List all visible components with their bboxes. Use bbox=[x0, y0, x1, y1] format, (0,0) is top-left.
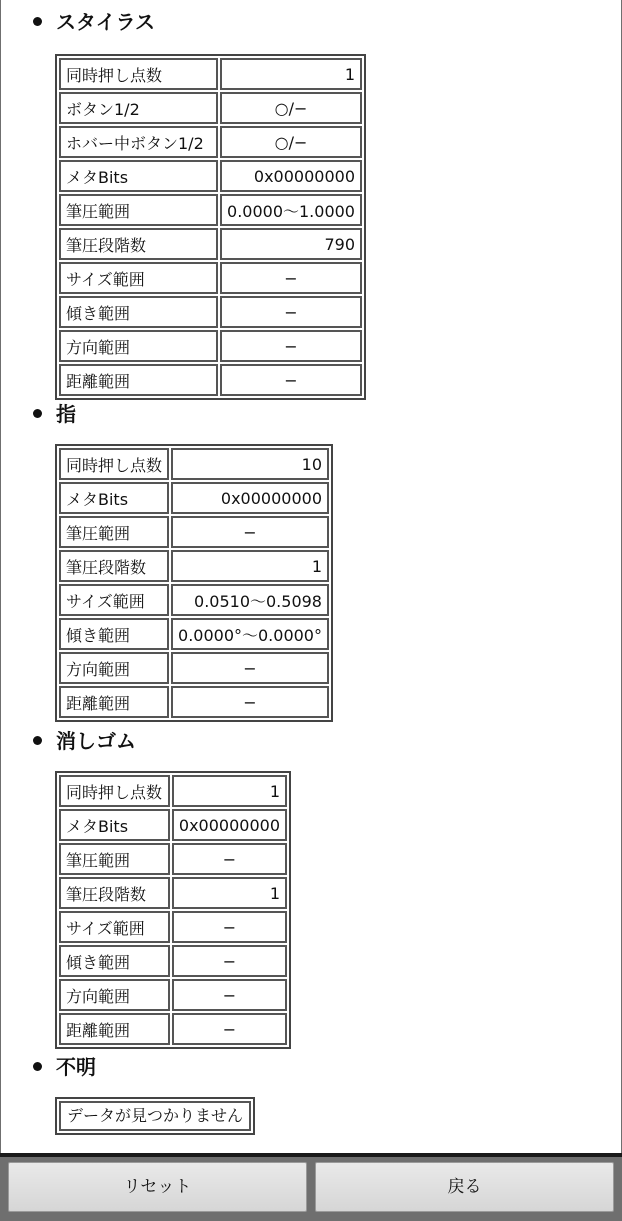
table-row bbox=[59, 482, 329, 514]
table-row bbox=[59, 877, 287, 909]
row-label: メタBits bbox=[59, 809, 170, 841]
unknown-section bbox=[1, 1047, 621, 1125]
row-value: − bbox=[220, 364, 362, 396]
table-row bbox=[59, 686, 329, 718]
eraser-title: 消しゴム bbox=[56, 729, 136, 753]
no-data-message: データが見つかりません bbox=[59, 1101, 251, 1131]
unknown-heading bbox=[1, 1047, 621, 1087]
row-label: 方向範囲 bbox=[59, 652, 169, 684]
row-label: ホバー中ボタン1/2 bbox=[59, 126, 218, 158]
table-row bbox=[59, 584, 329, 616]
finger-title: 指 bbox=[56, 402, 76, 426]
table-row bbox=[59, 448, 329, 480]
row-value: − bbox=[172, 1013, 287, 1045]
table-row bbox=[59, 296, 362, 328]
row-value: 0.0000〜1.0000 bbox=[220, 194, 362, 226]
row-label: 同時押し点数 bbox=[59, 775, 170, 807]
bullet-icon bbox=[33, 409, 42, 418]
table-row bbox=[59, 809, 287, 841]
row-label: 方向範囲 bbox=[59, 979, 170, 1011]
row-label: 筆圧段階数 bbox=[59, 877, 170, 909]
table-row bbox=[59, 979, 287, 1011]
device-info-content bbox=[1, 0, 621, 1153]
table-row bbox=[59, 228, 362, 260]
row-value: ○/− bbox=[220, 92, 362, 124]
row-value: − bbox=[220, 262, 362, 294]
row-label: 筆圧範囲 bbox=[59, 843, 170, 875]
row-value: 0.0000°〜0.0000° bbox=[171, 618, 329, 650]
row-label: 傾き範囲 bbox=[59, 618, 169, 650]
table-row bbox=[59, 652, 329, 684]
row-label: 同時押し点数 bbox=[59, 58, 218, 90]
row-value: 1 bbox=[171, 550, 329, 582]
row-value: − bbox=[172, 979, 287, 1011]
table-row bbox=[59, 58, 362, 90]
row-label: 筆圧段階数 bbox=[59, 550, 169, 582]
table-row bbox=[59, 945, 287, 977]
finger-heading bbox=[1, 394, 621, 434]
row-value: 1 bbox=[172, 877, 287, 909]
eraser-heading bbox=[1, 721, 621, 761]
footer-divider bbox=[0, 1153, 622, 1157]
eraser-table bbox=[55, 771, 291, 1049]
stylus-table bbox=[55, 54, 366, 400]
table-row bbox=[59, 550, 329, 582]
row-label: 同時押し点数 bbox=[59, 448, 169, 480]
row-label: メタBits bbox=[59, 482, 169, 514]
row-label: サイズ範囲 bbox=[59, 911, 170, 943]
row-value: 0.0510〜0.5098 bbox=[171, 584, 329, 616]
table-row bbox=[59, 126, 362, 158]
row-label: ボタン1/2 bbox=[59, 92, 218, 124]
table-row bbox=[59, 194, 362, 226]
bullet-icon bbox=[33, 17, 42, 26]
row-value: − bbox=[172, 945, 287, 977]
row-value: − bbox=[220, 330, 362, 362]
row-value: − bbox=[220, 296, 362, 328]
table-row bbox=[59, 775, 287, 807]
eraser-section bbox=[1, 721, 621, 1040]
reset-button[interactable]: リセット bbox=[8, 1162, 307, 1212]
row-value: 0x00000000 bbox=[220, 160, 362, 192]
bullet-icon bbox=[33, 736, 42, 745]
row-label: 筆圧範囲 bbox=[59, 194, 218, 226]
row-value: − bbox=[171, 652, 329, 684]
stylus-title: スタイラス bbox=[56, 10, 155, 34]
row-label: 方向範囲 bbox=[59, 330, 218, 362]
row-label: 距離範囲 bbox=[59, 364, 218, 396]
stylus-heading bbox=[1, 2, 621, 42]
back-button[interactable]: 戻る bbox=[315, 1162, 614, 1212]
row-label: 筆圧段階数 bbox=[59, 228, 218, 260]
table-row bbox=[59, 92, 362, 124]
table-row bbox=[59, 160, 362, 192]
table-row bbox=[59, 262, 362, 294]
row-value: ○/− bbox=[220, 126, 362, 158]
row-value: − bbox=[171, 686, 329, 718]
row-label: 傾き範囲 bbox=[59, 945, 170, 977]
table-row bbox=[59, 364, 362, 396]
table-row bbox=[59, 843, 287, 875]
row-label: 筆圧範囲 bbox=[59, 516, 169, 548]
row-value: 10 bbox=[171, 448, 329, 480]
table-row bbox=[59, 330, 362, 362]
table-row bbox=[59, 1013, 287, 1045]
stylus-section bbox=[1, 2, 621, 391]
row-label: メタBits bbox=[59, 160, 218, 192]
row-label: 距離範囲 bbox=[59, 1013, 170, 1045]
unknown-title: 不明 bbox=[56, 1055, 96, 1079]
finger-section bbox=[1, 394, 621, 713]
row-value: 0x00000000 bbox=[171, 482, 329, 514]
bullet-icon bbox=[33, 1062, 42, 1071]
no-data-box bbox=[55, 1097, 255, 1135]
row-value: − bbox=[171, 516, 329, 548]
row-value: 0x00000000 bbox=[172, 809, 287, 841]
row-label: 傾き範囲 bbox=[59, 296, 218, 328]
row-value: − bbox=[172, 911, 287, 943]
table-row bbox=[59, 516, 329, 548]
row-value: 790 bbox=[220, 228, 362, 260]
row-label: サイズ範囲 bbox=[59, 262, 218, 294]
row-label: サイズ範囲 bbox=[59, 584, 169, 616]
row-value: 1 bbox=[172, 775, 287, 807]
table-row bbox=[59, 911, 287, 943]
row-label: 距離範囲 bbox=[59, 686, 169, 718]
row-value: 1 bbox=[220, 58, 362, 90]
table-row bbox=[59, 618, 329, 650]
finger-table bbox=[55, 444, 333, 722]
row-value: − bbox=[172, 843, 287, 875]
